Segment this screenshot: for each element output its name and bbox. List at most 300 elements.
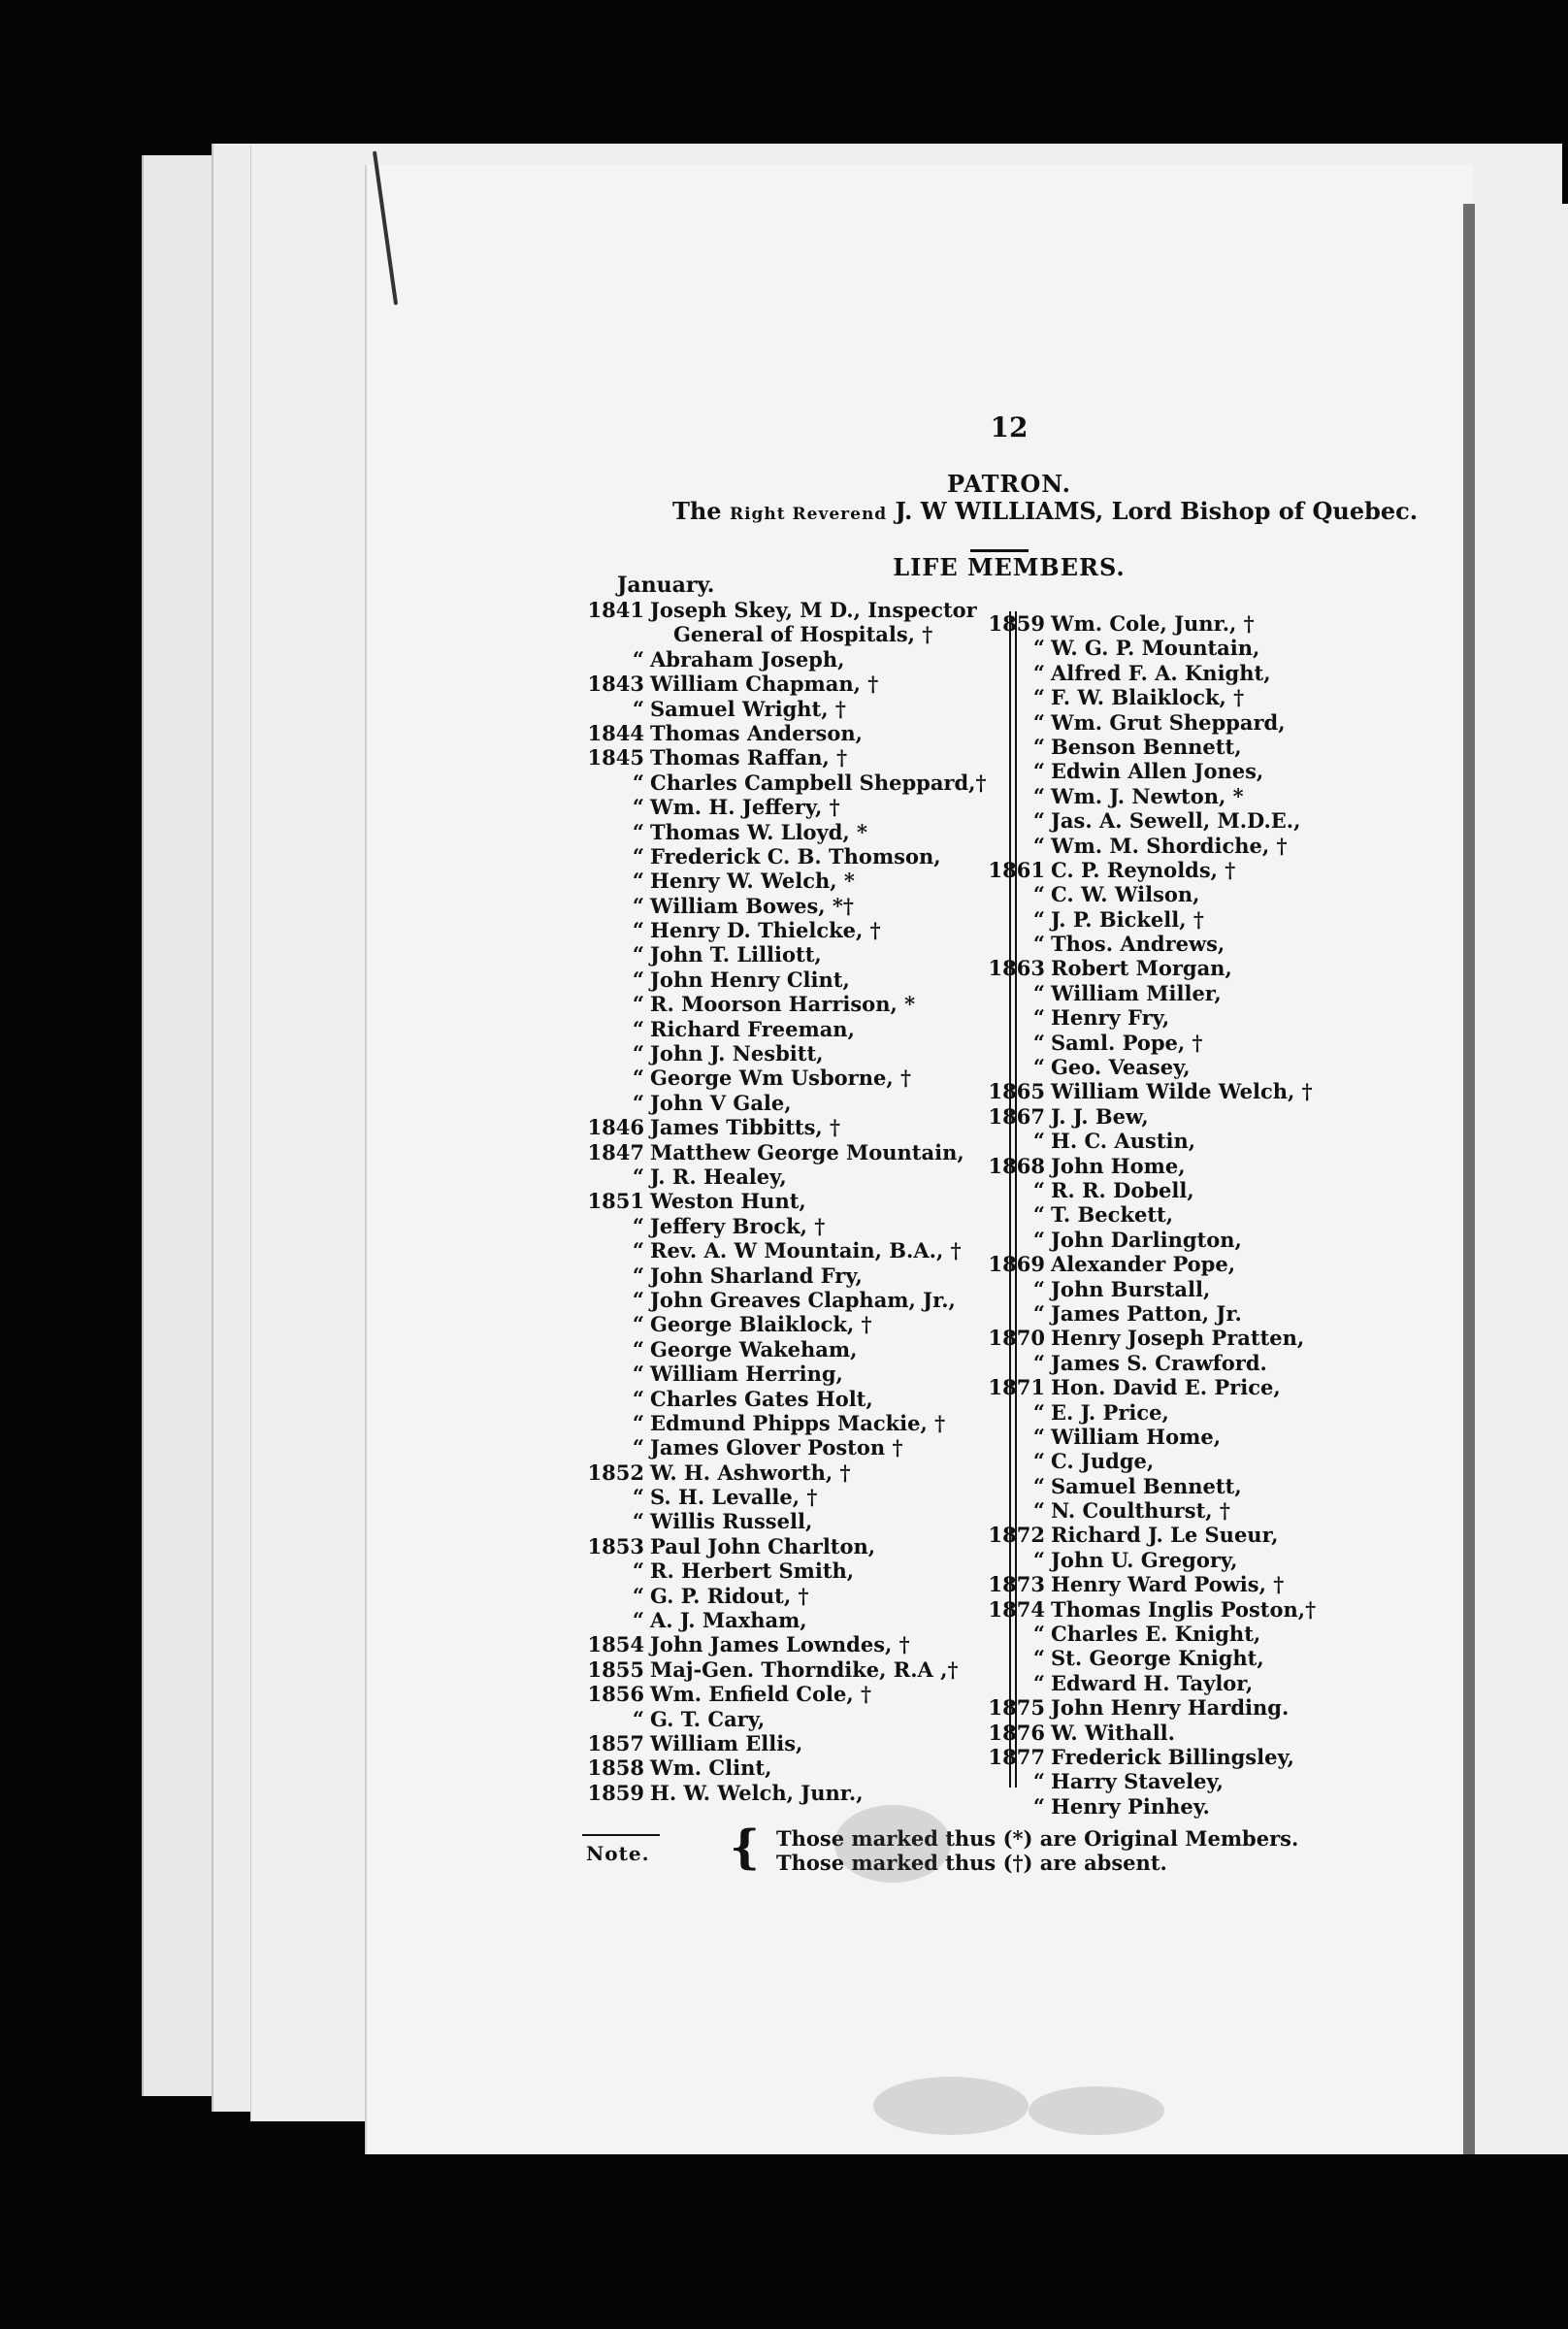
member-year: 1869 <box>988 1252 1045 1277</box>
member-row <box>983 932 1371 956</box>
member-year: “ <box>632 1558 644 1584</box>
member-name: W. H. Ashworth, † <box>650 1460 851 1485</box>
member-name: Edwin Allen Jones, <box>1051 759 1264 784</box>
member-row <box>983 1351 1371 1375</box>
member-name: Wm. H. Jeffery, † <box>650 795 840 820</box>
member-year: 1844 <box>587 720 644 745</box>
member-row <box>983 710 1371 735</box>
member-name: Charles Gates Holt, <box>650 1386 873 1411</box>
member-row <box>983 1498 1371 1523</box>
member-row <box>582 1189 1009 1213</box>
brace-icon: { <box>730 1821 760 1875</box>
member-year: “ <box>632 1041 644 1066</box>
member-row <box>983 808 1371 833</box>
life-members-heading: LIFE MEMBERS. <box>893 553 1126 581</box>
member-year: 1843 <box>587 672 644 697</box>
member-row <box>983 1079 1371 1103</box>
member-row <box>582 1263 1009 1288</box>
member-row <box>582 968 1009 992</box>
member-year: “ <box>1032 1670 1045 1695</box>
member-name: James Patton, Jr. <box>1051 1300 1242 1326</box>
member-name: Thomas W. Lloyd, * <box>650 819 868 844</box>
member-name: Thos. Andrews, <box>1051 932 1225 957</box>
member-name: C. P. Reynolds, † <box>1051 857 1236 882</box>
member-row <box>983 1695 1371 1720</box>
member-row <box>582 1460 1009 1485</box>
member-name: F. W. Blaiklock, † <box>1051 685 1245 710</box>
member-name: Thomas Raffan, † <box>650 745 848 771</box>
member-year: “ <box>632 646 644 672</box>
member-year: “ <box>632 1016 644 1041</box>
member-name: William Miller, <box>1051 980 1222 1005</box>
member-year: “ <box>1032 1350 1045 1375</box>
member-name: Weston Hunt, <box>650 1189 806 1214</box>
member-row <box>582 1632 1009 1657</box>
member-year: “ <box>1032 882 1045 907</box>
member-year: “ <box>1032 1793 1045 1819</box>
member-row <box>582 1485 1009 1509</box>
member-name: Benson Bennett, <box>1051 734 1242 759</box>
member-row <box>582 894 1009 918</box>
member-year: “ <box>1032 1449 1045 1474</box>
member-name: James Glover Poston † <box>650 1435 903 1460</box>
ink-smudge <box>1029 2086 1164 2135</box>
member-row <box>582 1337 1009 1361</box>
member-row <box>983 661 1371 685</box>
member-row <box>582 1411 1009 1435</box>
member-name: Henry Ward Powis, † <box>1051 1572 1285 1597</box>
patron-line <box>672 497 1419 525</box>
member-name: Wm. J. Newton, * <box>1051 783 1244 808</box>
member-year: “ <box>632 1386 644 1411</box>
member-year: 1851 <box>587 1189 644 1214</box>
member-row <box>582 1584 1009 1608</box>
member-year: “ <box>1032 1473 1045 1498</box>
member-name: James Tibbitts, † <box>650 1115 841 1140</box>
month-label: January. <box>617 573 715 598</box>
member-name: Richard J. Le Sueur, <box>1051 1523 1279 1548</box>
member-row <box>983 1005 1371 1030</box>
member-name: William Bowes, *† <box>650 893 854 918</box>
member-name: John Henry Harding. <box>1051 1695 1290 1721</box>
member-year: 1845 <box>587 745 644 771</box>
member-row <box>983 1400 1371 1425</box>
member-year: “ <box>632 770 644 795</box>
member-year: “ <box>1032 709 1045 735</box>
member-year: “ <box>632 795 644 820</box>
member-name: General of Hospitals, † <box>673 622 933 647</box>
member-year: 1858 <box>587 1755 644 1781</box>
member-name: George Blaiklock, † <box>650 1312 872 1337</box>
member-name: John Sharland Fry, <box>650 1263 863 1288</box>
member-name: H. C. Austin, <box>1051 1129 1196 1154</box>
member-row <box>983 1301 1371 1326</box>
member-row <box>582 1115 1009 1139</box>
member-year: “ <box>632 967 644 992</box>
member-name: Wm. Clint, <box>650 1755 772 1781</box>
member-year: “ <box>632 869 644 894</box>
member-name: Samuel Wright, † <box>650 696 846 721</box>
member-name: Frederick Billingsley, <box>1051 1744 1294 1769</box>
member-row <box>582 992 1009 1016</box>
member-year: “ <box>632 1410 644 1435</box>
member-year: “ <box>1032 660 1045 685</box>
member-row <box>582 1534 1009 1558</box>
member-row <box>983 1572 1371 1596</box>
member-year: “ <box>632 1287 644 1312</box>
member-year: “ <box>1032 1227 1045 1252</box>
member-year: 1861 <box>988 857 1045 882</box>
member-name: John James Lowndes, † <box>650 1632 910 1657</box>
member-year: “ <box>1032 1005 1045 1031</box>
patron-line-rest: J. W WILLIAMS, Lord Bishop of Quebec. <box>887 497 1419 525</box>
member-year: 1871 <box>988 1375 1045 1400</box>
member-name: Jeffery Brock, † <box>650 1213 826 1238</box>
member-year: 1868 <box>988 1153 1045 1178</box>
member-name: Wm. M. Shordiche, † <box>1051 833 1288 858</box>
member-name: John V Gale, <box>650 1090 792 1115</box>
member-name: J. R. Healey, <box>650 1164 787 1189</box>
member-name: R. Herbert Smith, <box>650 1558 855 1584</box>
member-year: “ <box>1032 1177 1045 1202</box>
member-name: Wm. Cole, Junr., † <box>1051 611 1255 636</box>
member-row <box>582 844 1009 869</box>
member-row <box>582 697 1009 721</box>
member-name: Henry Joseph Pratten, <box>1051 1326 1305 1351</box>
member-row <box>582 771 1009 795</box>
member-row <box>983 834 1371 858</box>
member-year: “ <box>632 1706 644 1731</box>
member-row <box>983 858 1371 882</box>
member-row <box>582 820 1009 844</box>
member-name: C. W. Wilson, <box>1051 882 1200 907</box>
member-name: Henry Fry, <box>1051 1005 1170 1031</box>
member-row <box>582 1509 1009 1533</box>
member-name: John J. Nesbitt, <box>650 1041 824 1066</box>
member-year: 1841 <box>587 598 644 622</box>
member-year: “ <box>1032 808 1045 834</box>
member-name: R. R. Dobell, <box>1051 1177 1194 1202</box>
member-row <box>983 1646 1371 1670</box>
member-year: 1863 <box>988 956 1045 981</box>
member-year: “ <box>632 1263 644 1288</box>
member-year: “ <box>632 1164 644 1189</box>
member-row <box>582 942 1009 967</box>
member-name: Alexander Pope, <box>1051 1252 1236 1277</box>
member-year: 1859 <box>988 611 1045 636</box>
member-year: “ <box>1032 783 1045 808</box>
member-year: 1877 <box>988 1744 1045 1769</box>
note-line-absent: Those marked thus (†) are absent. <box>776 1851 1167 1875</box>
member-row <box>983 1622 1371 1646</box>
member-row <box>582 647 1009 672</box>
member-year: “ <box>1032 1202 1045 1228</box>
page-number: 12 <box>990 411 1029 443</box>
member-name: Henry W. Welch, * <box>650 869 855 894</box>
member-row <box>983 1277 1371 1301</box>
member-row <box>582 721 1009 745</box>
member-name: Wm. Grut Sheppard, <box>1051 709 1286 735</box>
member-name: Frederick C. B. Thomson, <box>650 843 941 869</box>
member-year: 1859 <box>587 1780 644 1805</box>
member-row <box>582 918 1009 942</box>
member-row <box>983 1326 1371 1350</box>
member-row <box>983 1055 1371 1079</box>
member-row <box>983 1474 1371 1498</box>
member-name: Hon. David E. Price, <box>1051 1375 1281 1400</box>
member-row <box>582 672 1009 696</box>
member-row <box>983 1745 1371 1769</box>
member-year: “ <box>1032 1622 1045 1647</box>
member-name: J. P. Bickell, † <box>1051 906 1204 932</box>
member-year: “ <box>1032 685 1045 710</box>
member-row <box>582 598 1009 622</box>
member-year: 1847 <box>587 1139 644 1164</box>
member-row <box>582 1682 1009 1706</box>
member-name: John Darlington, <box>1051 1227 1242 1252</box>
member-year: “ <box>1032 1547 1045 1572</box>
member-name: Richard Freeman, <box>650 1016 855 1041</box>
member-name: Charles E. Knight, <box>1051 1622 1261 1647</box>
member-name: Thomas Inglis Poston,† <box>1051 1596 1317 1622</box>
member-year: 1870 <box>988 1326 1045 1351</box>
member-name: James S. Crawford. <box>1051 1350 1267 1375</box>
member-row <box>582 1214 1009 1238</box>
member-name: John Burstall, <box>1051 1276 1211 1301</box>
member-row <box>983 907 1371 932</box>
member-row <box>983 882 1371 906</box>
member-name: Geo. Veasey, <box>1051 1055 1191 1080</box>
member-row <box>582 1041 1009 1066</box>
member-row <box>582 622 1009 646</box>
member-year: “ <box>1032 1300 1045 1326</box>
member-name: Paul John Charlton, <box>650 1533 876 1558</box>
member-year: 1857 <box>587 1730 644 1755</box>
member-year: 1846 <box>587 1115 644 1140</box>
member-row <box>582 1435 1009 1460</box>
member-row <box>983 956 1371 980</box>
member-row <box>582 1781 1009 1805</box>
member-year: “ <box>632 696 644 721</box>
member-year: “ <box>1032 759 1045 784</box>
member-year: “ <box>632 918 644 943</box>
member-row <box>983 1228 1371 1252</box>
members-column-left <box>582 598 1009 1805</box>
member-row <box>582 1361 1009 1386</box>
member-name: T. Beckett, <box>1051 1202 1174 1228</box>
member-name: John Home, <box>1051 1153 1186 1178</box>
member-year: “ <box>1032 906 1045 932</box>
member-row <box>582 1288 1009 1312</box>
member-row <box>983 759 1371 783</box>
member-year: “ <box>1032 1399 1045 1425</box>
member-row <box>983 1523 1371 1547</box>
member-name: Edward H. Taylor, <box>1051 1670 1254 1695</box>
member-year: “ <box>632 843 644 869</box>
member-row <box>582 795 1009 819</box>
note-label: Note. <box>586 1842 650 1865</box>
member-name: John T. Lilliott, <box>650 942 822 968</box>
members-column-right <box>983 611 1371 1819</box>
member-row <box>983 1769 1371 1793</box>
section-rule <box>970 549 1029 552</box>
member-name: Willis Russell, <box>650 1509 813 1534</box>
member-year: “ <box>632 1509 644 1534</box>
member-name: William Herring, <box>650 1361 843 1387</box>
member-year: “ <box>632 1485 644 1510</box>
member-name: Abraham Joseph, <box>650 646 845 672</box>
member-name: Henry Pinhey. <box>1051 1793 1210 1819</box>
member-row <box>582 1017 1009 1041</box>
member-year: “ <box>1032 1646 1045 1671</box>
patron-heading: PATRON. <box>946 470 1072 498</box>
member-name: W. Withall. <box>1051 1720 1175 1745</box>
member-year: “ <box>632 1583 644 1608</box>
member-row <box>983 611 1371 636</box>
member-row <box>983 1202 1371 1227</box>
member-row <box>983 1129 1371 1153</box>
member-year: 1876 <box>988 1720 1045 1745</box>
member-year: “ <box>632 1213 644 1238</box>
member-year: 1853 <box>587 1533 644 1558</box>
member-row <box>983 1425 1371 1449</box>
member-row <box>983 1031 1371 1055</box>
member-row <box>983 784 1371 808</box>
member-year: 1875 <box>988 1695 1045 1721</box>
member-year: “ <box>632 992 644 1017</box>
member-name: Thomas Anderson, <box>650 720 863 745</box>
member-name: John Henry Clint, <box>650 967 850 992</box>
member-row <box>983 685 1371 709</box>
member-year: “ <box>1032 636 1045 661</box>
member-year: “ <box>632 942 644 968</box>
member-year: “ <box>632 1435 644 1460</box>
note-line-original: Those marked thus (*) are Original Members. <box>776 1826 1299 1851</box>
member-year: 1874 <box>988 1596 1045 1622</box>
member-name: George Wm Usborne, † <box>650 1066 911 1091</box>
member-name: John U. Gregory, <box>1051 1547 1238 1572</box>
member-row <box>582 1140 1009 1164</box>
member-row <box>983 1252 1371 1276</box>
member-row <box>983 1375 1371 1399</box>
member-year: “ <box>632 819 644 844</box>
member-row <box>582 1312 1009 1336</box>
member-year: “ <box>632 893 644 918</box>
member-year: “ <box>1032 980 1045 1005</box>
member-name: Henry D. Thielcke, † <box>650 918 881 943</box>
member-year: “ <box>1032 1030 1045 1055</box>
member-row <box>983 1548 1371 1572</box>
member-name: Edmund Phipps Mackie, † <box>650 1410 946 1435</box>
member-year: 1852 <box>587 1460 644 1485</box>
member-year: “ <box>632 1312 644 1337</box>
member-year: “ <box>1032 1276 1045 1301</box>
member-row <box>582 745 1009 770</box>
member-name: William Wilde Welch, † <box>1051 1079 1313 1104</box>
member-name: E. J. Price, <box>1051 1399 1169 1425</box>
member-row <box>582 1066 1009 1090</box>
member-name: Rev. A. W Mountain, B.A., † <box>650 1238 962 1263</box>
member-year: 1865 <box>988 1079 1045 1104</box>
page-edge-shadow <box>1463 204 1475 2154</box>
member-year: “ <box>632 1608 644 1633</box>
member-row <box>983 1104 1371 1129</box>
member-row <box>582 1707 1009 1731</box>
member-year: “ <box>632 1066 644 1091</box>
member-year: 1855 <box>587 1657 644 1682</box>
member-row <box>582 1238 1009 1263</box>
member-row <box>983 1721 1371 1745</box>
member-year: “ <box>1032 932 1045 957</box>
member-row <box>582 1164 1009 1189</box>
member-name: Maj-Gen. Thorndike, R.A ,† <box>650 1657 959 1682</box>
member-row <box>582 1755 1009 1780</box>
member-row <box>582 1387 1009 1411</box>
member-year: “ <box>1032 1424 1045 1449</box>
member-name: John Greaves Clapham, Jr., <box>650 1287 956 1312</box>
member-row <box>983 981 1371 1005</box>
member-row <box>983 735 1371 759</box>
member-year: 1856 <box>587 1682 644 1707</box>
note-rule <box>582 1834 660 1836</box>
member-year: “ <box>632 1090 644 1115</box>
ink-smudge <box>834 1805 951 1883</box>
member-row <box>983 1597 1371 1622</box>
member-name: N. Coulthurst, † <box>1051 1498 1230 1524</box>
member-year: “ <box>1032 734 1045 759</box>
patron-line-prefix: The <box>672 497 730 525</box>
member-year: “ <box>632 1238 644 1263</box>
member-row <box>582 1731 1009 1755</box>
member-name: H. W. Welch, Junr., <box>650 1780 864 1805</box>
member-row <box>582 1608 1009 1632</box>
facing-page-edge <box>1475 204 1568 2154</box>
member-name: Charles Campbell Sheppard,† <box>650 770 987 795</box>
member-row <box>582 1091 1009 1115</box>
member-year: “ <box>1032 1498 1045 1524</box>
member-year: “ <box>1032 1055 1045 1080</box>
member-name: G. P. Ridout, † <box>650 1583 809 1608</box>
member-name: St. George Knight, <box>1051 1646 1264 1671</box>
ink-smudge <box>873 2077 1029 2135</box>
member-row <box>983 1178 1371 1202</box>
member-row <box>983 1671 1371 1695</box>
member-name: Saml. Pope, † <box>1051 1030 1203 1055</box>
member-year: 1854 <box>587 1632 644 1657</box>
member-row <box>983 1794 1371 1819</box>
member-year: 1867 <box>988 1103 1045 1129</box>
member-name: C. Judge, <box>1051 1449 1155 1474</box>
member-name: G. T. Cary, <box>650 1706 766 1731</box>
member-name: W. G. P. Mountain, <box>1051 636 1260 661</box>
member-row <box>582 1657 1009 1682</box>
member-row <box>983 1449 1371 1473</box>
patron-line-title: Right Reverend <box>729 505 888 524</box>
member-name: Samuel Bennett, <box>1051 1473 1242 1498</box>
member-name: Joseph Skey, M D., Inspector <box>650 598 977 622</box>
member-name: Robert Morgan, <box>1051 956 1232 981</box>
member-row <box>582 1558 1009 1583</box>
member-name: Jas. A. Sewell, M.D.E., <box>1051 808 1301 834</box>
member-year: “ <box>1032 1129 1045 1154</box>
member-name: A. J. Maxham, <box>650 1608 807 1633</box>
member-row <box>983 1154 1371 1178</box>
member-year: 1873 <box>988 1572 1045 1597</box>
member-year: “ <box>1032 1769 1045 1794</box>
member-year <box>582 622 650 646</box>
member-name: William Chapman, † <box>650 672 879 697</box>
member-name: William Home, <box>1051 1424 1222 1449</box>
